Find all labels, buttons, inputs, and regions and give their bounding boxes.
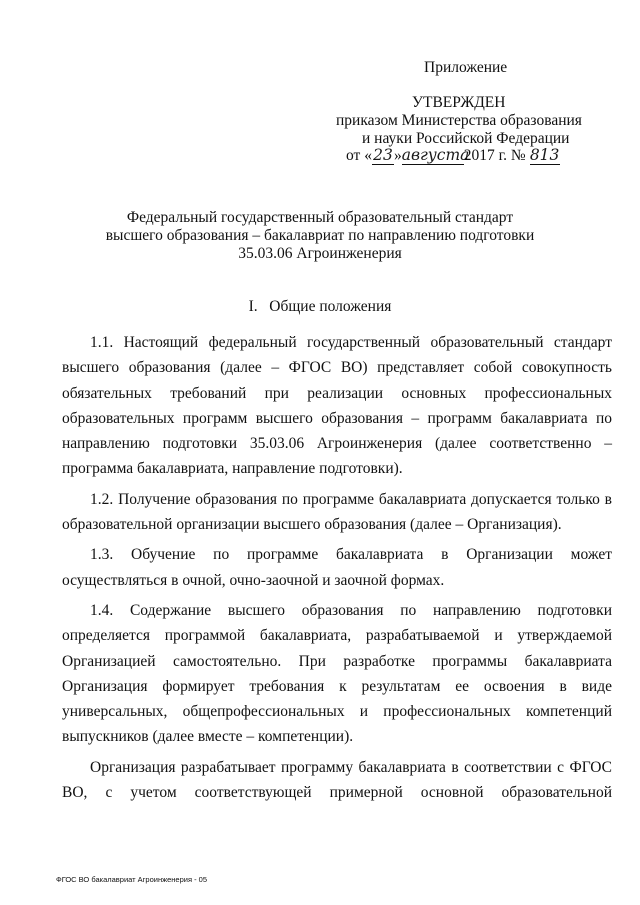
date-prefix: от « (346, 147, 372, 164)
date-mid: » (393, 147, 402, 164)
section-heading (0, 298, 640, 316)
document-title-line-3: 35.03.06 Агроинженерия (238, 245, 402, 262)
document-title-line-1: Федеральный государственный образовательный стандарт (126, 209, 514, 226)
paragraph-1-1: 1.1. Настоящий федеральный государственный образовательный стандарт высшего образования (далее – ФГОС ВО) представляет собой совокупность обязательных требований при реализации основных профессиональных образовательных программ высшего образования – программ бакалавриата по направлению подготовки 35.03.06 Агроинженерия (далее соответственно – программа бакалавриата, направление подготовки). (62, 334, 612, 478)
order-number-handwritten: 813 (529, 146, 560, 164)
date-day-handwritten: 23 (373, 146, 393, 164)
approved-label: УТВЕРЖДЕН (412, 94, 506, 111)
paragraph-1-3: 1.3. Обучение по программе бакалавриата в Организации может осуществляться в очной, очно-заочной и заочной формах. (62, 546, 612, 589)
date-month-handwritten: августа (401, 146, 470, 164)
paragraph-1-5: Организация разрабатывает программу бакалавриата в соответствии с ФГОС ВО, с учетом соответствующей примерной основной образовательной (62, 758, 612, 802)
order-line-2: и науки Российской Федерации (362, 130, 570, 147)
body-text (62, 330, 612, 805)
order-line-1: приказом Министерства образования (336, 112, 582, 129)
section-title: Общие положения (269, 298, 392, 315)
paragraph-1-4: 1.4. Содержание высшего образования по направлению подготовки определяется программой бакалавриата, разрабатываемой и утверждаемой Организацией самостоятельно. При разработке программы бакалавриата Организация формирует требования к результатам ее освоения в виде универсальных, общепрофессиональных и профессиональных компетенций выпускников (далее вместе – компетенции). (62, 601, 612, 746)
page-footer: ФГОС ВО бакалавриат Агроинженерия - 05 (56, 875, 208, 884)
date-year: 2017 г. № (463, 147, 526, 164)
document-title-line-2: высшего образования – бакалавриат по направлению подготовки (105, 227, 535, 244)
section-number: I. (248, 298, 258, 315)
appendix-label: Приложение (424, 59, 508, 76)
order-date-line (346, 147, 560, 165)
paragraph-1-2: 1.2. Получение образования по программе бакалавриата допускается только в образовательной организации высшего образования (далее – Организация). (62, 490, 612, 534)
